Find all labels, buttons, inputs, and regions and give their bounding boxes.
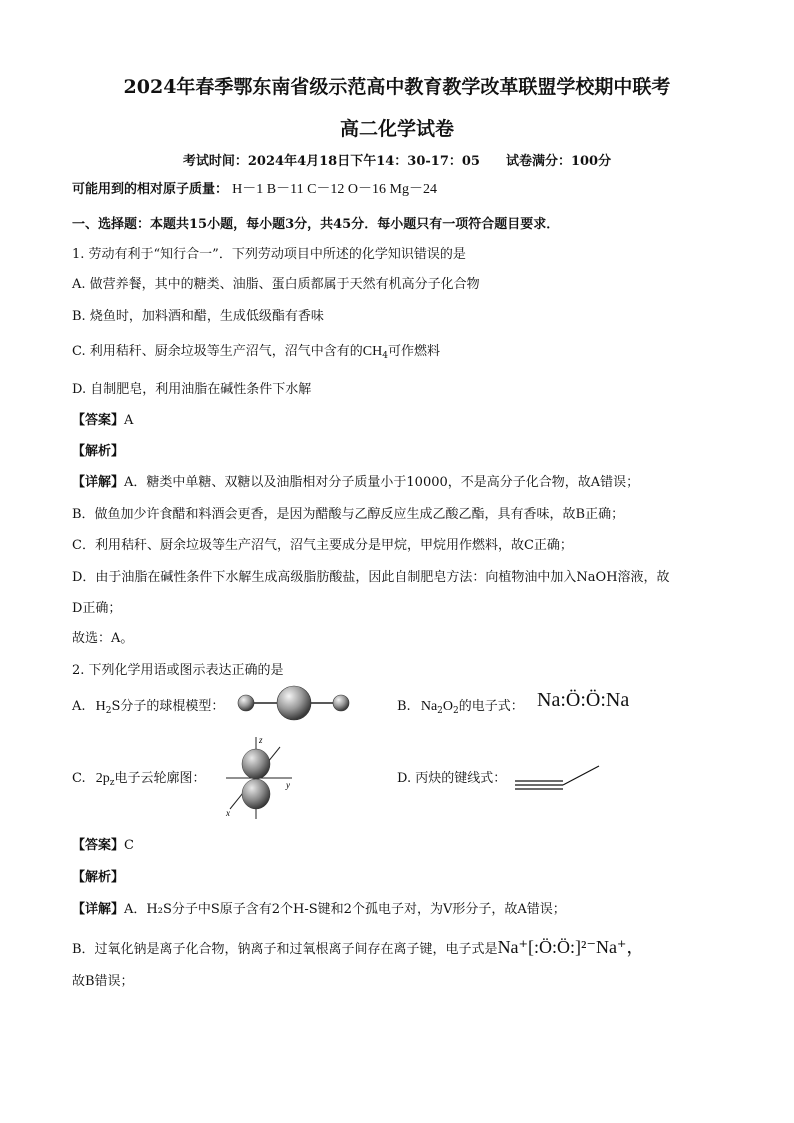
q2-option-b-sub-1: 2 (437, 706, 443, 716)
q2-detail-line-b-end: 故B错误； (72, 974, 134, 989)
q1-option-c (72, 340, 440, 361)
y-axis-label: y (286, 780, 290, 790)
q2-detail-line-a (72, 898, 566, 917)
q2-option-a-formula: H (95, 699, 106, 714)
q1-detail-line-4: D．由于油脂在碱性条件下水解生成高级脂肪酸盐，因此自制肥皂方法：向植物油中加入NaOH溶液，故 (72, 570, 670, 585)
section-heading: 一、选择题：本题共15小题，每小题3分，共45分．每小题只有一项符合题目要求． (72, 217, 560, 232)
atomic-mass-values: H－1 B－11 C－12 O－16 Mg－24 (232, 182, 437, 197)
q2-option-a-subscript: 2 (105, 706, 112, 716)
q1-analysis-label: 【解析】 (72, 444, 125, 459)
q2-detail-label: 【详解】 (72, 902, 125, 917)
q1-option-b: B. 烧鱼时，加料酒和醋，生成低级酯有香味 (72, 309, 324, 324)
q1-answer-label: 【答案】 (72, 413, 125, 428)
exam-info: 考试时间：2024年4月18日下午14：30-17：05 试卷满分：100分 (182, 154, 612, 169)
q2-answer-label: 【答案】 (72, 838, 125, 853)
q2-analysis-label: 【解析】 (72, 870, 125, 885)
exam-title-line2: 高二化学试卷 (339, 118, 454, 140)
q2-option-c (72, 767, 206, 788)
q2-option-c-subscript: z (109, 778, 115, 788)
q2-detail-line-b (72, 933, 644, 959)
q1-detail-line-2: B．做鱼加少许食醋和料酒会更香，是因为醋酸与乙醇反应生成乙酸乙酯，具有香味，故B正确； (72, 507, 625, 522)
atomic-mass-line (72, 178, 437, 198)
q1-detail-line-6: 故选：A。 (72, 631, 134, 646)
q2-option-b-formula-na: Na (420, 699, 438, 714)
q1-answer-value: A (124, 413, 134, 428)
q2-option-a (72, 695, 224, 716)
q2-option-b-prefix: B. (397, 699, 411, 714)
q1-detail-line-3: C．利用秸秆、厨余垃圾等生产沼气，沼气主要成分是甲烷，甲烷用作燃料，故C正确； (72, 538, 573, 553)
q2-option-c-formula: 2p (95, 771, 110, 786)
hydrogen-atom-right (333, 695, 349, 711)
q1-option-c-formula: CH (362, 344, 383, 359)
q1-answer (72, 409, 133, 428)
q1-option-d: D. 自制肥皂，利用油脂在碱性条件下水解 (72, 382, 312, 397)
q2-detail-b-electron-formula: Na⁺[:Ö:Ö:]²⁻Na⁺， (497, 937, 645, 957)
q1-option-a: A. 做营养餐，其中的糖类、油脂、蛋白质都属于天然有机高分子化合物 (72, 277, 480, 292)
q2-option-b-text: 的电子式： (458, 699, 524, 714)
q2-option-b-formula-o: O (442, 699, 454, 714)
q2-option-c-prefix: C. (72, 771, 86, 786)
q2-stem: 2. 下列化学用语或图示表达正确的是 (72, 663, 284, 678)
q2-answer (72, 834, 134, 853)
hydrogen-atom-left (238, 695, 254, 711)
q1-option-c-subscript: 4 (382, 351, 388, 361)
q2-option-a-prefix: A. (72, 699, 86, 714)
q2-detail-text-a: A．H₂S分子中S原子含有2个H-S键和2个孤电子对，为V形分子，故A错误； (124, 902, 566, 917)
q2-option-b-sub-2: 2 (453, 706, 459, 716)
single-bond-line (563, 766, 599, 785)
q2-option-a-text: S分子的球棍模型： (111, 699, 225, 714)
na2o2-electron-formula: Na:Ö:Ö:Na (537, 689, 630, 711)
x-axis-label: x (226, 808, 230, 818)
atomic-mass-label: 可能用到的相对原子质量： (72, 182, 229, 197)
z-axis-label: z (259, 735, 263, 745)
q1-stem: 1. 劳动有利于“知行合一”．下列劳动项目中所述的化学知识错误的是 (72, 247, 466, 262)
q2-option-d: D. 丙炔的键线式： (397, 771, 507, 786)
lower-lobe (242, 779, 270, 809)
propyne-skeletal-formula (513, 762, 603, 792)
q1-option-c-text: C. 利用秸秆、厨余垃圾等生产沼气，沼气中含有的 (72, 344, 363, 359)
q2-answer-value: C (124, 838, 134, 853)
q1-detail-line-5: D正确； (72, 601, 122, 616)
q2-option-c-text: 电子云轮廓图： (114, 771, 206, 786)
sulfur-atom (277, 686, 311, 720)
2pz-orbital-diagram (218, 733, 300, 823)
q1-detail-label: 【详解】 (72, 475, 125, 490)
exam-title-line1: 2024年春季鄂东南省级示范高中教育教学改革联盟学校期中联考 (123, 76, 671, 98)
q1-detail-text-1: A．糖类中单糖、双糖以及油脂相对分子质量小于10000，不是高分子化合物，故A错误； (124, 475, 640, 490)
h2s-ball-stick-model (236, 684, 356, 724)
q2-option-b (397, 695, 524, 716)
q1-detail-line-1 (72, 471, 639, 490)
upper-lobe (242, 749, 270, 779)
q1-option-c-tail: 可作燃料 (387, 344, 440, 359)
q2-detail-text-b: B．过氧化钠是离子化合物，钠离子和过氧根离子间存在离子键，电子式是 (72, 942, 498, 957)
